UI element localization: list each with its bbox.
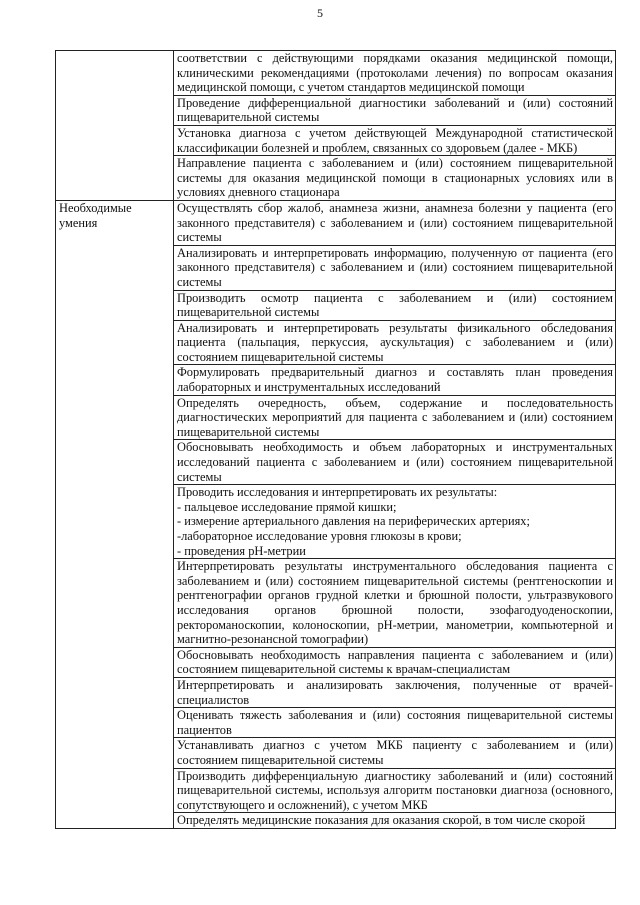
table-row [56,200,616,245]
table-cell: Осуществлять сбор жалоб, анамнеза жизни, анамнеза болезни у пациента (его законного представителя) с заболеванием и (или) состоянием пищеварительной системы [174,200,616,245]
list-item: - пальцевое исследование прямой кишки; [177,499,397,514]
table-cell: Анализировать и интерпретировать информацию, полученную от пациента (его законного представителя) с заболеванием и (или) состоянием пищеварительной системы [174,245,616,290]
table-cell: Оценивать тяжесть заболевания и (или) состояния пищеварительной системы пациентов [174,708,616,738]
section-label: Необходимые умения [56,200,174,828]
page-number: 5 [317,6,323,20]
empty-label-cell [56,51,174,201]
table-cell: Определять очередность, объем, содержание и последовательность диагностических мероприятий для пациента с заболеванием и (или) состоянием пищеварительной системы [174,395,616,440]
table-cell: Производить осмотр пациента с заболеванием и (или) состоянием пищеварительной системы [174,290,616,320]
list-item: - проведения рН-метрии [177,543,306,558]
list-item: -лабораторное исследование уровня глюкозы в крови; [177,529,462,543]
table-row [56,51,616,96]
table-cell: Направление пациента с заболеванием и (или) состоянием пищеварительной системы для оказания медицинской помощи в стационарных условиях или в условиях дневного стационара [174,156,616,201]
research-intro: Проводить исследования и интерпретировать их результаты: [177,485,498,500]
table-cell: Обосновывать необходимость и объем лабораторных и инструментальных исследований пациента с заболеванием и (или) состоянием пищеварительной системы [174,440,616,485]
table-cell: Интерпретировать и анализировать заключения, полученные от врачей-специалистов [174,677,616,707]
table-cell: соответствии с действующими порядками оказания медицинской помощи, клиническими рекомендациями (протоколами лечения) по вопросам оказания медицинской помощи, с учетом стандартов медицинской помощи [174,51,616,96]
table-cell: Производить дифференциальную диагностику заболеваний и (или) состояний пищеварительной системы, используя алгоритм постановки диагноза (основного, сопутствующего и осложнений), с учетом МКБ [174,768,616,813]
table-cell: Интерпретировать результаты инструментального обследования пациента с заболеванием и (или) состоянием пищеварительной системы (рентгеноскопии и рентгенографии органов грудной клетки и брюшной полости, ультразвукового исследования органов брюшной полости, эзофагодуоденоскопии, ректороманоскопии, колоноскопии, рН-метрии, манометрии, компьютерной и магнитно-резонансной томографии) [174,559,616,648]
table-cell: Обосновывать необходимость направления пациента с заболеванием и (или) состоянием пищеварительной системы к врачам-специалистам [174,647,616,677]
table-cell: Проведение дифференциальной диагностики заболеваний и (или) состояний пищеварительной системы [174,95,616,125]
table-cell: Формулировать предварительный диагноз и составлять план проведения лабораторных и инструментальных исследований [174,365,616,395]
table-cell: Установка диагноза с учетом действующей Международной статистической классификации болезней и проблем, связанных со здоровьем (далее - МКБ) [174,125,616,155]
table-cell: Устанавливать диагноз с учетом МКБ пациенту с заболеванием и (или) состоянием пищеварительной системы [174,738,616,768]
list-item: - измерение артериального давления на периферических артериях; [177,514,530,529]
table-cell: Анализировать и интерпретировать результаты физикального обследования пациента (пальпация, перкуссия, аускультация) с заболеванием и (или) состоянием пищеварительной системы [174,320,616,365]
table-cell: Определять медицинские показания для оказания скорой, в том числе скорой [174,813,616,829]
research-cell [174,485,616,559]
competency-table [55,50,616,829]
